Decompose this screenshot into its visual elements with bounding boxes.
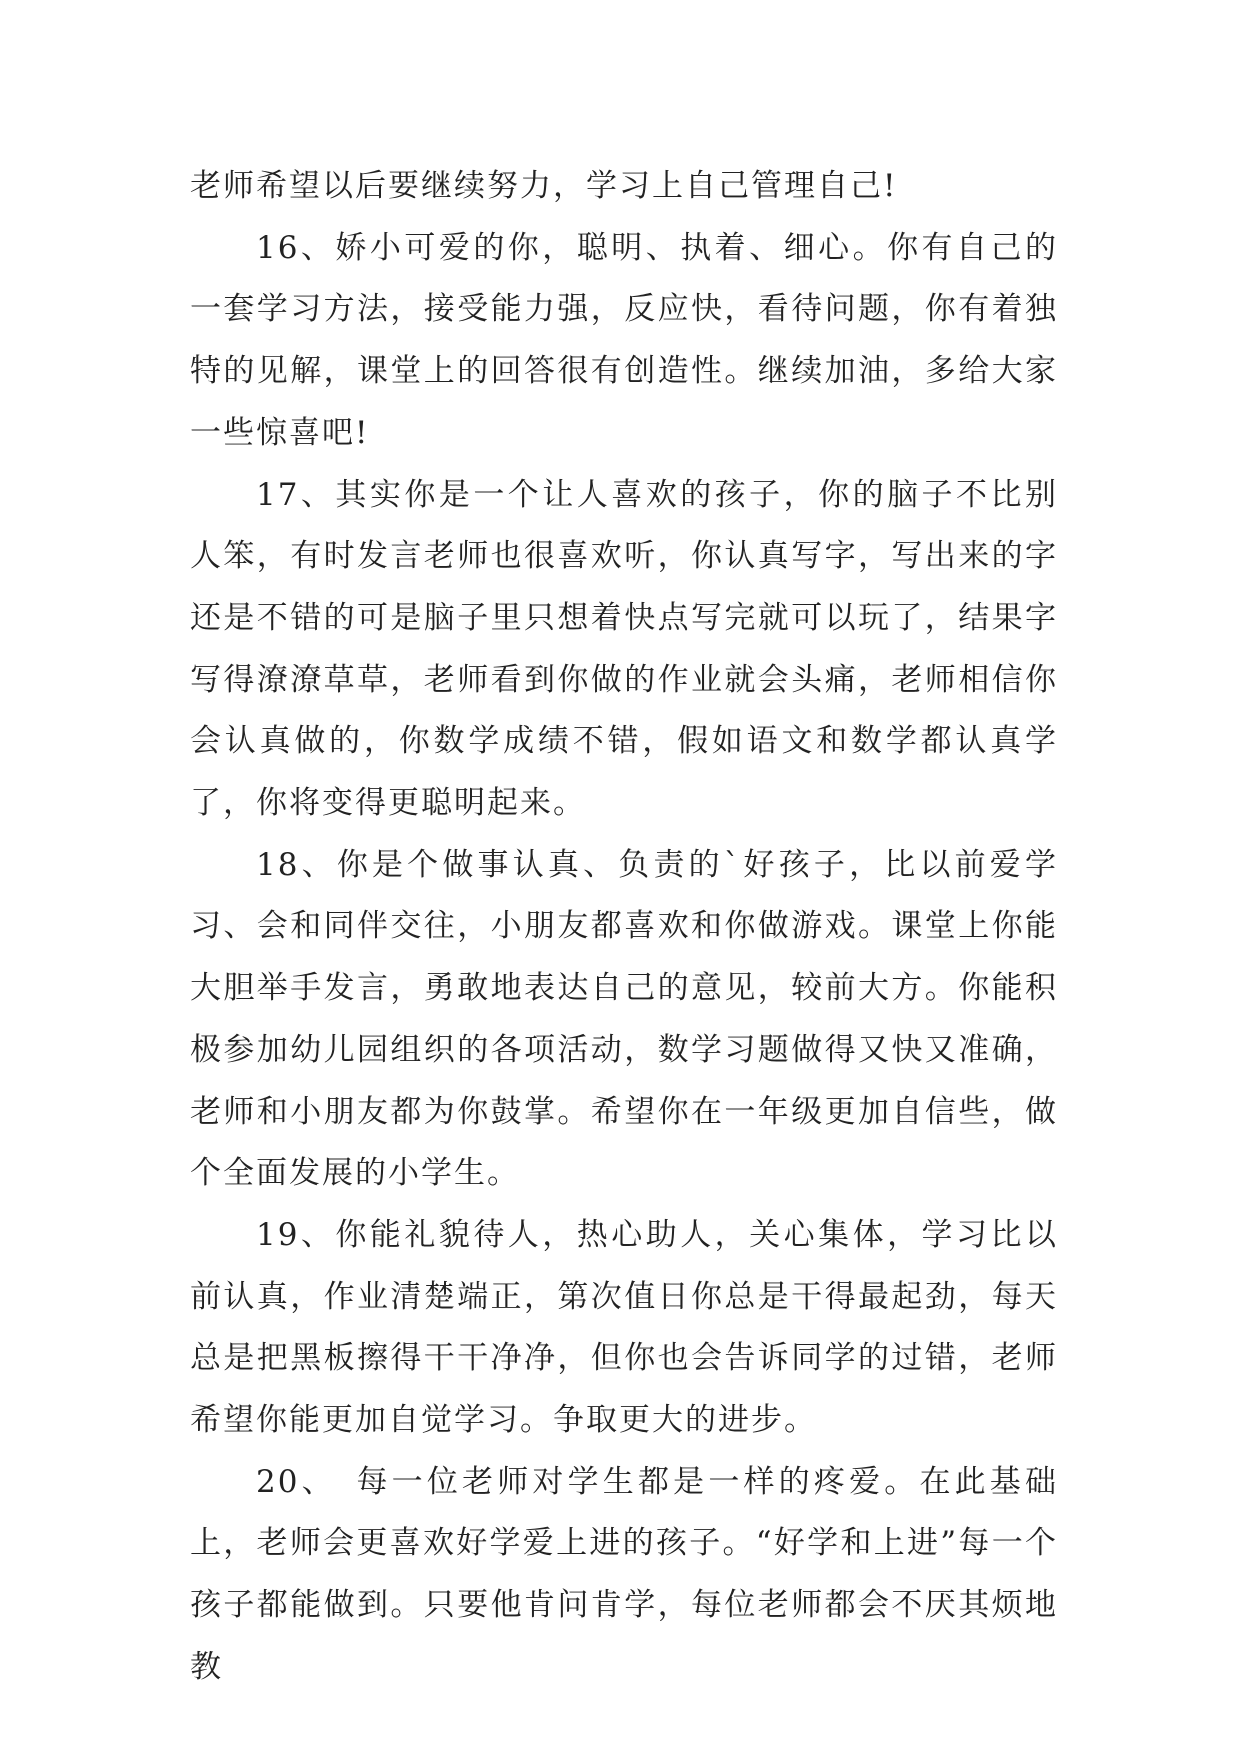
paragraph-item-18: 18、你是个做事认真、负责的`好孩子，比以前爱学习、会和同伴交往，小朋友都喜欢和你做游戏。课堂上你能大胆举手发言，勇敢地表达自己的意见，较前大方。你能积极参加幼儿园组织的各项活动，数学习题做得又快又准确，老师和小朋友都为你鼓掌。希望你在一年级更加自信些，做个全面发展的小学生。 (190, 846, 1058, 1192)
document-body (190, 156, 1058, 1699)
paragraph-item-16: 16、娇小可爱的你，聪明、执着、细心。你有自己的一套学习方法，接受能力强，反应快，看待问题，你有着独特的见解，课堂上的回答很有创造性。继续加油，多给大家一些惊喜吧! (190, 229, 1058, 451)
paragraph-item-20: 20、 每一位老师对学生都是一样的疼爱。在此基础上，老师会更喜欢好学爱上进的孩子。“好学和上进”每一个孩子都能做到。只要他肯问肯学，每位老师都会不厌其烦地教 (190, 1463, 1058, 1685)
paragraph-item-17: 17、其实你是一个让人喜欢的孩子，你的脑子不比别人笨，有时发言老师也很喜欢听，你认真写字，写出来的字还是不错的可是脑子里只想着快点写完就可以玩了，结果字写得潦潦草草，老师看到你做的作业就会头痛，老师相信你会认真做的，你数学成绩不错，假如语文和数学都认真学了，你将变得更聪明起来。 (190, 476, 1058, 822)
paragraph-item-19: 19、你能礼貌待人，热心助人，关心集体，学习比以前认真，作业清楚端正，第次值日你总是干得最起劲，每天总是把黑板擦得干干净净，但你也会告诉同学的过错，老师希望你能更加自觉学习。争取更大的进步。 (190, 1216, 1058, 1439)
paragraph-continuation: 老师希望以后要继续努力，学习上自己管理自己! (190, 168, 898, 204)
